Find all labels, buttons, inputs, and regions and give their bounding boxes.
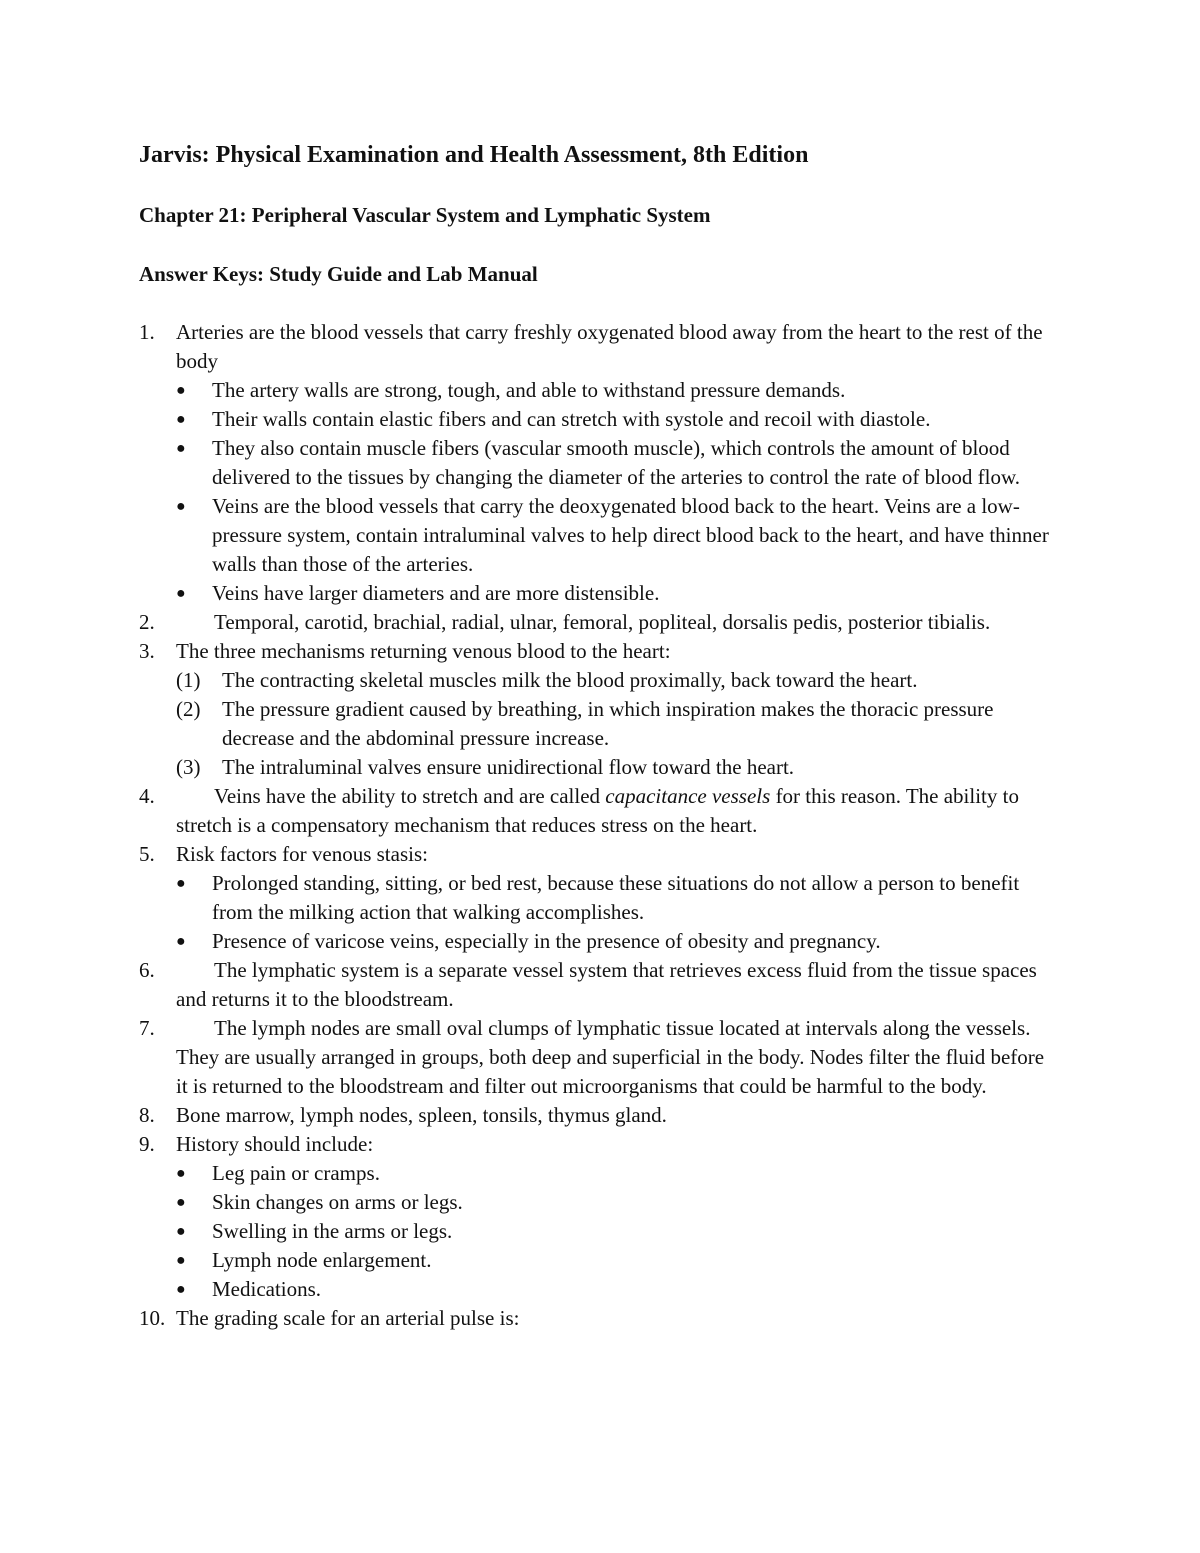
italic-term: capacitance vessels (605, 784, 771, 808)
item-number: 7. (139, 1016, 155, 1040)
bullet-list (176, 1159, 1056, 1304)
bullet-text: Prolonged standing, sitting, or bed rest, because these situations do not allow a person to benefit from the milking action that walking accomplishes. (212, 871, 1020, 924)
list-item (176, 405, 1058, 434)
answer-key-title: Answer Keys: Study Guide and Lab Manual (139, 262, 538, 286)
list-item (176, 869, 1058, 927)
bullet-icon: ● (176, 585, 186, 602)
bullet-text: Their walls contain elastic fibers and can stretch with systole and recoil with diastole. (212, 407, 931, 431)
bullet-text: They also contain muscle fibers (vascular smooth muscle), which controls the amount of blood delivered to the tissues by changing the diameter of the arteries to control the rate of blood flow. (212, 436, 1021, 489)
answer-item-3 (0, 637, 1056, 782)
answer-item-10 (0, 1304, 1056, 1333)
answer-item-6 (0, 956, 1056, 1014)
bullet-icon: ● (176, 1194, 186, 1211)
item-number: 10. (139, 1306, 166, 1330)
bullet-list (176, 869, 1056, 956)
list-item (176, 927, 1058, 956)
sub-item-marker: (3) (176, 755, 201, 779)
item-text: The lymph nodes are small oval clumps of lymphatic tissue located at intervals along the vessels. They are usually arranged in groups, both deep and superficial in the body. Nodes filter the fluid before it is returned to the bloodstream and filter out microorganisms that could be harmful to the body. (176, 1016, 1045, 1098)
sub-item (176, 753, 1058, 782)
item-text: Risk factors for venous stasis: (176, 842, 428, 866)
item-number: 1. (139, 320, 155, 344)
sub-item-marker: (1) (176, 668, 201, 692)
bullet-text: Presence of varicose veins, especially in the presence of obesity and pregnancy. (212, 929, 881, 953)
sub-item (176, 695, 1058, 753)
bullet-icon: ● (176, 1252, 186, 1269)
item-text: Arteries are the blood vessels that carry freshly oxygenated blood away from the heart to the rest of the body (176, 320, 1043, 373)
sub-item-text: The contracting skeletal muscles milk the blood proximally, back toward the heart. (222, 668, 918, 692)
list-item (176, 1188, 1058, 1217)
list-item (176, 1217, 1058, 1246)
item-number: 9. (139, 1132, 155, 1156)
chapter-title: Chapter 21: Peripheral Vascular System and Lymphatic System (139, 203, 711, 227)
item-number: 8. (139, 1103, 155, 1127)
answer-item-8 (0, 1101, 1056, 1130)
bullet-icon: ● (176, 1281, 186, 1298)
item-text: The grading scale for an arterial pulse is: (176, 1306, 520, 1330)
item-text: Veins have the ability to stretch and are called capacitance vessels for this reason. The ability to stretch is a compensatory mechanism that reduces stress on the heart. (176, 784, 1019, 837)
list-item (176, 434, 1058, 492)
document-title: Jarvis: Physical Examination and Health Assessment, 8th Edition (139, 142, 809, 168)
item-text: Bone marrow, lymph nodes, spleen, tonsils, thymus gland. (176, 1103, 667, 1127)
sub-item-marker: (2) (176, 697, 201, 721)
bullet-icon: ● (176, 498, 186, 515)
item-number: 6. (139, 958, 155, 982)
answer-item-7 (0, 1014, 1056, 1101)
answer-item-9 (0, 1130, 1056, 1304)
bullet-text: Leg pain or cramps. (212, 1161, 380, 1185)
item-text: Temporal, carotid, brachial, radial, ulnar, femoral, popliteal, dorsalis pedis, posterior tibialis. (214, 610, 991, 634)
list-item (176, 1275, 1058, 1304)
sub-item (176, 666, 1058, 695)
bullet-text: Veins have larger diameters and are more distensible. (212, 581, 660, 605)
bullet-text: Medications. (212, 1277, 322, 1301)
bullet-text: Lymph node enlargement. (212, 1248, 432, 1272)
list-item (176, 579, 1058, 608)
item-number: 3. (139, 639, 155, 663)
answer-item-5 (0, 840, 1056, 956)
sub-item-text: The pressure gradient caused by breathing, in which inspiration makes the thoracic pressure decrease and the abdominal pressure increase. (222, 697, 994, 750)
answer-item-4 (0, 782, 1056, 840)
bullet-icon: ● (176, 1165, 186, 1182)
item-number: 2. (139, 610, 155, 634)
bullet-icon: ● (176, 875, 186, 892)
item-text: The lymphatic system is a separate vessel system that retrieves excess fluid from the tissue spaces and returns it to the bloodstream. (176, 958, 1037, 1011)
list-item (176, 1159, 1058, 1188)
item-number: 4. (139, 784, 155, 808)
bullet-icon: ● (176, 382, 186, 399)
list-item (176, 492, 1058, 579)
bullet-icon: ● (176, 1223, 186, 1240)
list-item (176, 1246, 1058, 1275)
answer-item-1 (0, 318, 1056, 608)
answer-item-2 (0, 608, 1056, 637)
bullet-icon: ● (176, 411, 186, 428)
bullet-list (176, 376, 1056, 608)
sub-item-text: The intraluminal valves ensure unidirectional flow toward the heart. (222, 755, 795, 779)
list-item (176, 376, 1058, 405)
item-number: 5. (139, 842, 155, 866)
bullet-text: Veins are the blood vessels that carry the deoxygenated blood back to the heart. Veins are a low-pressure system, contain intraluminal valves to help direct blood back to the heart, and have thinner walls than those of the arteries. (212, 494, 1049, 576)
item-text: The three mechanisms returning venous blood to the heart: (176, 639, 671, 663)
bullet-text: Skin changes on arms or legs. (212, 1190, 463, 1214)
bullet-text: The artery walls are strong, tough, and able to withstand pressure demands. (212, 378, 846, 402)
bullet-icon: ● (176, 933, 186, 950)
item-text: History should include: (176, 1132, 374, 1156)
bullet-icon: ● (176, 440, 186, 457)
answer-list (0, 318, 1200, 1333)
bullet-text: Swelling in the arms or legs. (212, 1219, 453, 1243)
